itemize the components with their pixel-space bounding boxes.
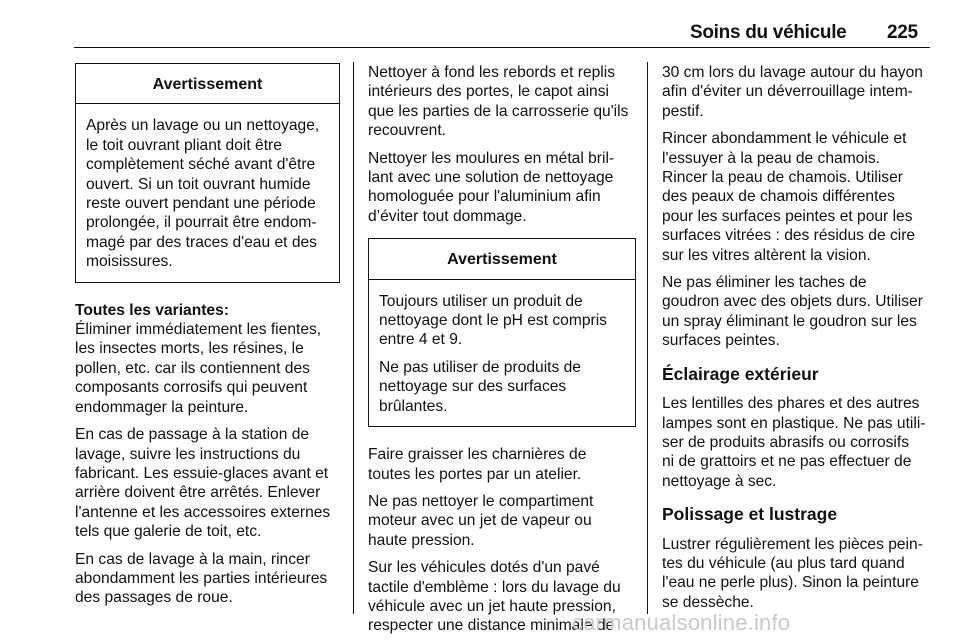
warning-text: Toujours utiliser un produit de nettoyage dont le pH est compris entre 4 et 9.: [379, 292, 607, 349]
watermark-text: carmanualsonline.info: [572, 610, 791, 635]
warning-body: [76, 104, 339, 281]
warning-box-cleaning: [368, 238, 636, 427]
paragraph: En cas de passage à la station de lavage, suivre les instructions du fabricant. Les essuie-glaces avant et arrière doivent être arrêtés. Enlever l'antenne et les accessoires externes tels que galerie de toit, etc.: [75, 426, 331, 541]
section-heading-exterior-lighting: Éclairage extérieur: [662, 363, 819, 384]
page-number: 225: [887, 22, 918, 43]
header-rule: [74, 47, 930, 48]
paragraph: Éliminer immédiatement les fientes, les insectes morts, les résines, le pollen, etc. car ils contiennent des composants corrosifs qui peuvent endommager la peinture.: [75, 321, 322, 416]
column-divider-2: [647, 62, 648, 614]
warning-title: Avertissement: [369, 239, 635, 279]
warning-title: Avertissement: [76, 64, 339, 104]
warning-body: [369, 280, 635, 426]
paragraph: Nettoyer les moulures en métal bril- lant avec une solution de nettoyage homologuée pour l'aluminium afin d’éviter tout dommage.: [368, 149, 615, 225]
paragraph: Ne pas éliminer les taches de goudron avec des objets durs. Utiliser un spray éliminant le goudron sur les surfaces peintes.: [662, 274, 923, 350]
page-header-title: Soins du véhicule: [690, 22, 847, 43]
paragraph: 30 cm lors du lavage autour du hayon afin d'éviter un déverrouillage intem- pestif.: [662, 64, 923, 120]
paragraph: Faire graisser les charnières de toutes les portes par un atelier.: [368, 446, 587, 483]
paragraph: Nettoyer à fond les rebords et replis intérieurs des portes, le capot ainsi que les parties de la carrosserie qu'ils recouvrent.: [368, 64, 629, 140]
warning-text: Après un lavage ou un nettoyage, le toit ouvrant pliant doit être complètement séché avant d'être ouvert. Si un toit ouvrant humide reste ouvert pendant une période prolongée, il pourrait être endom- magé par des traces d'eau et des moisissures.: [86, 117, 320, 271]
column-divider-1: [353, 62, 354, 614]
subheading-all-variants: Toutes les variantes:: [75, 301, 229, 319]
paragraph: En cas de lavage à la main, rincer abondamment les parties intérieures des passages de roue.: [75, 550, 328, 607]
paragraph: Lustrer régulièrement les pièces pein- tes du véhicule (au plus tard quand l'eau ne perle plus). Sinon la peinture se dessèche.: [662, 535, 923, 611]
column-1: [75, 63, 340, 616]
paragraph: Rincer abondamment le véhicule et l'essuyer à la peau de chamois. Rincer la peau de chamois. Utiliser des peaux de chamois différentes pour les surfaces peintes et pour les surfaces vitrées : des résidus de cire sur les vitres altèrent la vision.: [662, 130, 916, 264]
paragraph: Sur les véhicules dotés d'un pavé tactile d'emblème : lors du lavage du véhicule avec un jet haute pression, respecter une distance minimale de: [368, 559, 621, 635]
warning-text: Ne pas utiliser de produits de nettoyage sur des surfaces brûlantes.: [379, 358, 581, 415]
section-heading-polishing: Polissage et lustrage: [662, 504, 838, 525]
paragraph: Les lentilles des phares et des autres lampes sont en plastique. Ne pas utili- ser de produits abrasifs ou corrosifs ni de grattoirs et ne pas effectuer de nettoyage à sec.: [662, 395, 926, 490]
paragraph: Ne pas nettoyer le compartiment moteur avec un jet de vapeur ou haute pression.: [368, 492, 594, 549]
warning-box-roof: [75, 63, 340, 283]
column-3: [662, 63, 930, 620]
column-2: [368, 63, 636, 644]
